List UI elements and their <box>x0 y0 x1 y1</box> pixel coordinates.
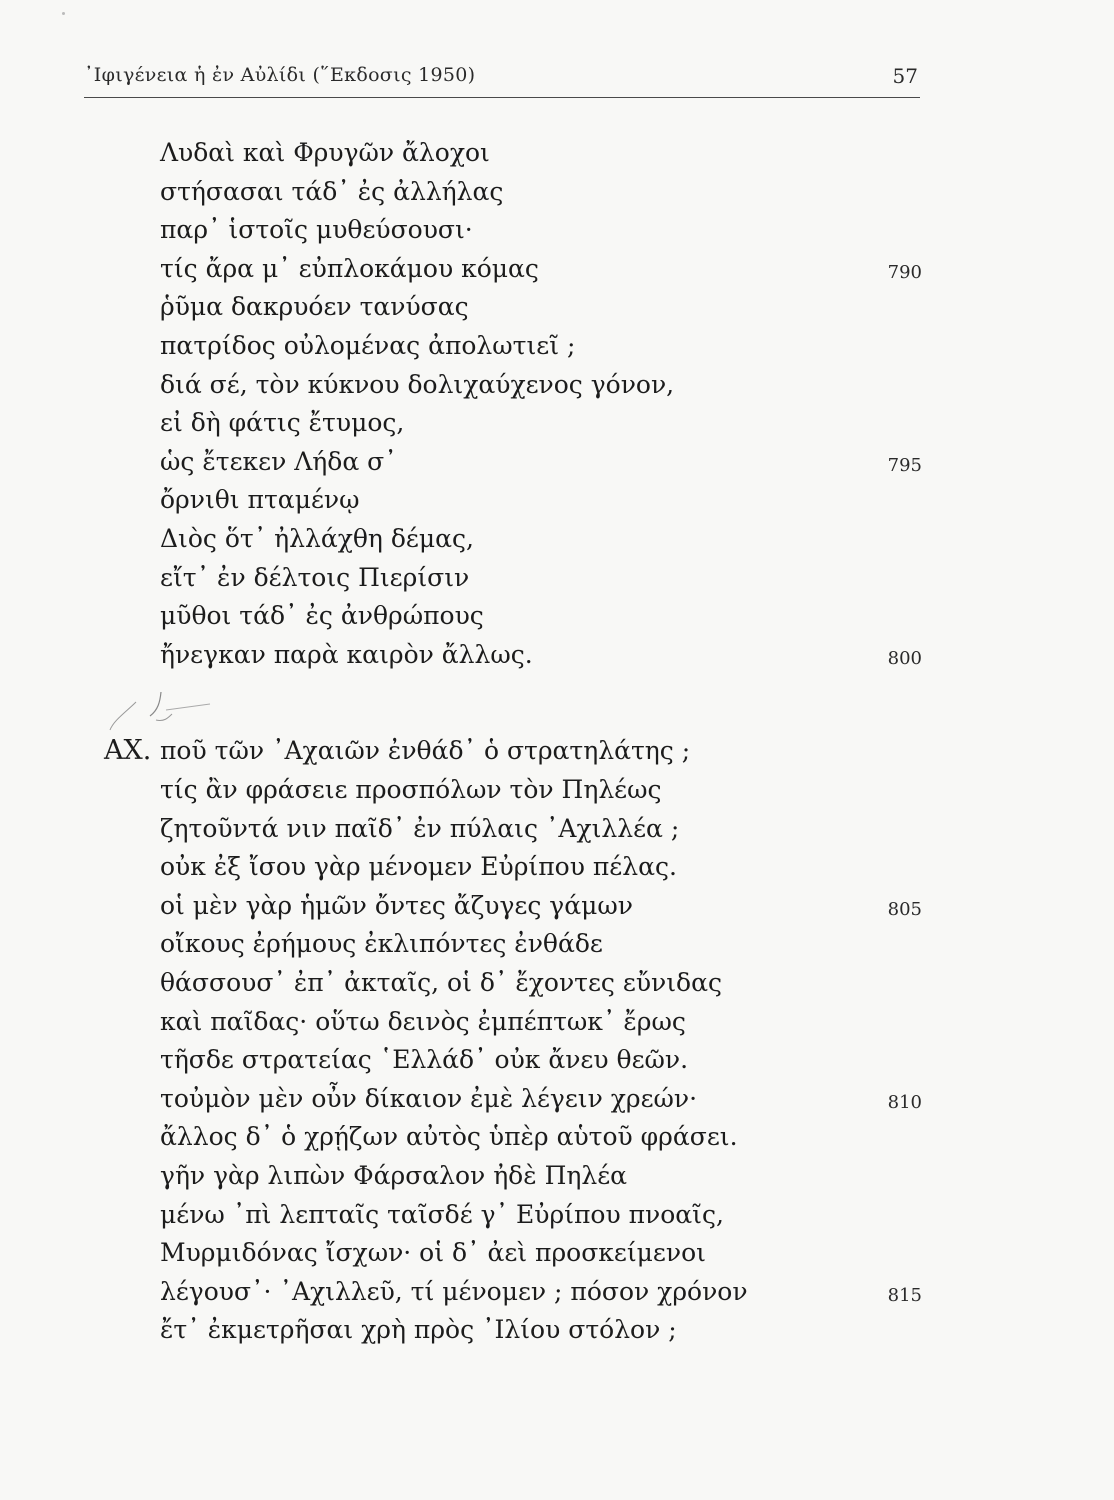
verse-line: εἰ δὴ φάτις ἔτυμος, <box>160 408 405 438</box>
verse-line: οὐκ ἐξ ἴσου γὰρ μένομεν Εὐρίπου πέλας. <box>160 852 677 882</box>
verse-line: μῦθοι τάδ᾿ ἐς ἀνθρώπους <box>160 601 484 631</box>
line-number: 790 <box>887 261 922 283</box>
verse-line: ζητοῦντά νιν παῖδ᾿ ἐν πύλαις ᾿Αχιλλέα ; <box>160 813 680 843</box>
verse-line: Λυδαὶ καὶ Φρυγῶν ἄλοχοι <box>160 138 490 167</box>
line-number: 810 <box>887 1091 922 1113</box>
line-number: 815 <box>887 1284 922 1306</box>
pencil-annotation-mark <box>106 690 216 740</box>
verse-line: παρ᾿ ἱστοῖς μυθεύσουσι· <box>160 215 473 245</box>
speaker-label: ΑΧ. <box>104 735 152 767</box>
running-title: ᾿Ιφιγένεια ἡ ἐν Αὐλίδι (῞Εκδοσις 1950) <box>84 64 476 86</box>
verse-line: τίς ἄρα μ᾿ εὐπλοκάμου κόμας <box>160 253 539 283</box>
verse-line: ὡς ἔτεκεν Λήδα σ᾿ <box>160 446 397 476</box>
verse-line: οἴκους ἐρήμους ἐκλιπόντες ἐνθάδε <box>160 929 603 959</box>
verse-line: καὶ παῖδας· οὕτω δεινὸς ἐμπέπτωκ᾿ ἔρως <box>160 1006 686 1036</box>
line-number: 800 <box>887 647 922 669</box>
verse-line: τοὐμὸν μὲν οὖν δίκαιον ἐμὲ λέγειν χρεών· <box>160 1083 698 1113</box>
line-number: 795 <box>887 454 922 476</box>
verse-line: διά σέ, τὸν κύκνου δολιχαύχενος γόνον, <box>160 369 675 399</box>
page-number: 57 <box>892 64 918 88</box>
verse-line: ἤνεγκαν παρὰ καιρὸν ἄλλως. <box>160 639 533 669</box>
line-number: 805 <box>887 898 922 920</box>
running-head <box>84 64 920 98</box>
verse-line: γῆν γὰρ λιπὼν Φάρσαλον ἠδὲ Πηλέα <box>160 1161 628 1190</box>
margin-dot <box>62 12 65 15</box>
verse-line: τῆσδε στρατείας ῾Ελλάδ᾿ οὐκ ἄνευ θεῶν. <box>160 1045 689 1075</box>
verse-line: ῥῦμα δακρυόεν τανύσας <box>160 292 469 322</box>
verse-line: θάσσουσ᾿ ἐπ᾿ ἀκταῖς, οἱ δ᾿ ἔχοντες εὔνιδας <box>160 968 722 997</box>
verse-line: ἔτ᾿ ἐκμετρῆσαι χρὴ πρὸς ᾿Ιλίου στόλον ; <box>160 1315 677 1345</box>
verse-line: ὄρνιθι πταμένῳ <box>160 485 360 515</box>
verse-line: ποῦ τῶν ᾿Αχαιῶν ἐνθάδ᾿ ὁ στρατηλάτης ; <box>160 736 691 766</box>
verse-line: εἴτ᾿ ἐν δέλτοις Πιερίσιν <box>160 562 470 592</box>
verse-line: ἄλλος δ᾿ ὁ χρῄζων αὐτὸς ὑπὲρ αὑτοῦ φράσει. <box>160 1122 738 1152</box>
verse-line: τίς ἂν φράσειε προσπόλων τὸν Πηλέως <box>160 775 662 804</box>
verse-line: λέγουσ᾿· ᾿Αχιλλεῦ, τί μένομεν ; πόσον χρόνον <box>160 1276 748 1306</box>
verse-line: Μυρμιδόνας ἴσχων· οἱ δ᾿ ἀεὶ προσκείμενοι <box>160 1238 706 1268</box>
verse-line: στήσασαι τάδ᾿ ἐς ἀλλήλας <box>160 176 504 206</box>
verse-line: πατρίδος οὐλομένας ἀπολωτιεῖ ; <box>160 331 576 360</box>
verse-line: Διὸς ὅτ᾿ ἠλλάχθη δέμας, <box>160 524 474 553</box>
verse-line: οἱ μὲν γὰρ ἡμῶν ὄντες ἄζυγες γάμων <box>160 890 633 920</box>
header-rule <box>84 97 920 98</box>
verse-line: μένω ᾿πὶ λεπταῖς ταῖσδέ γ᾿ Εὐρίπου πνοαῖς, <box>160 1199 724 1229</box>
